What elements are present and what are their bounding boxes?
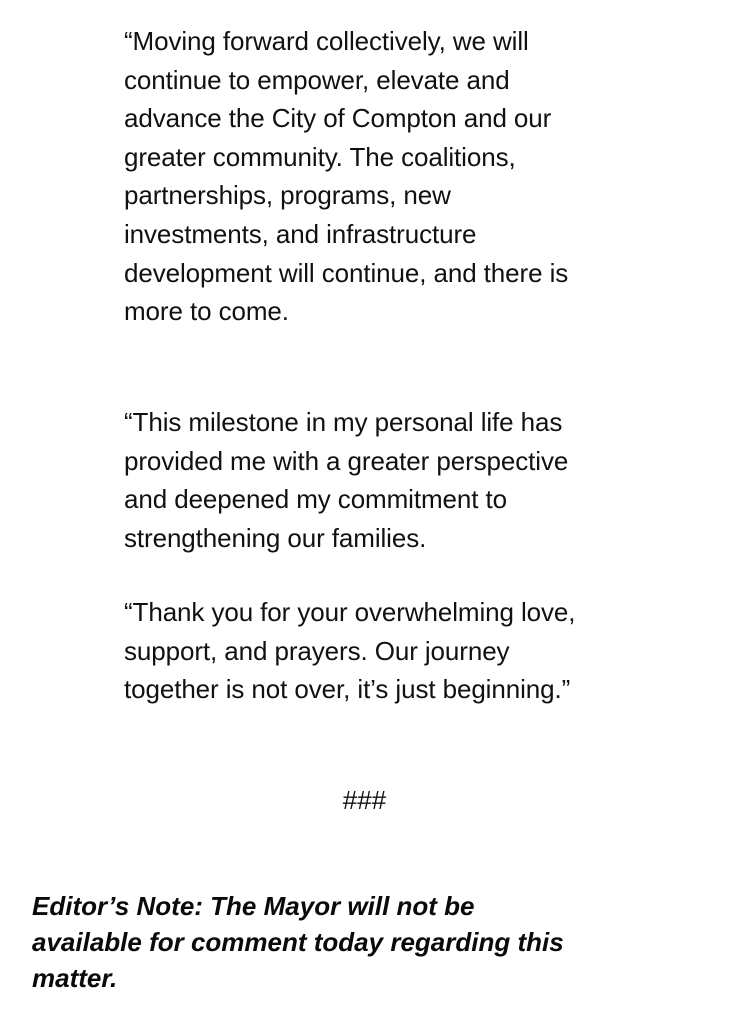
- text-line: “Thank you for your overwhelming love,: [124, 597, 576, 627]
- text-line: partnerships, programs, new: [124, 180, 451, 211]
- text-line: matter.: [32, 963, 118, 993]
- text-line: provided me with a greater perspective: [124, 445, 569, 476]
- text-line: together is not over, it’s just beginning.”: [124, 674, 571, 705]
- text-line: investments, and infrastructure: [124, 218, 477, 249]
- text-line: more to come.: [124, 296, 289, 327]
- quote-paragraph-milestone: [124, 403, 684, 557]
- text-line: “Moving forward collectively, we will: [124, 26, 529, 56]
- text-line: strengthening our families.: [124, 522, 427, 553]
- quote-paragraph-moving-forward: [124, 22, 684, 331]
- end-separator: ###: [342, 785, 387, 815]
- editors-note: [32, 888, 712, 996]
- text-line: development will continue, and there is: [124, 257, 569, 288]
- text-line: greater community. The coalitions,: [124, 141, 516, 172]
- text-line: and deepened my commitment to: [124, 484, 507, 515]
- text-line: Editor’s Note: The Mayor will not be: [32, 891, 475, 921]
- text-line: advance the City of Compton and our: [124, 103, 552, 134]
- quote-paragraph-thank-you: [124, 593, 684, 709]
- text-line: available for comment today regarding this: [32, 927, 564, 957]
- text-line: “This milestone in my personal life has: [124, 407, 563, 437]
- text-line: continue to empower, elevate and: [124, 64, 510, 95]
- text-line: support, and prayers. Our journey: [124, 635, 510, 666]
